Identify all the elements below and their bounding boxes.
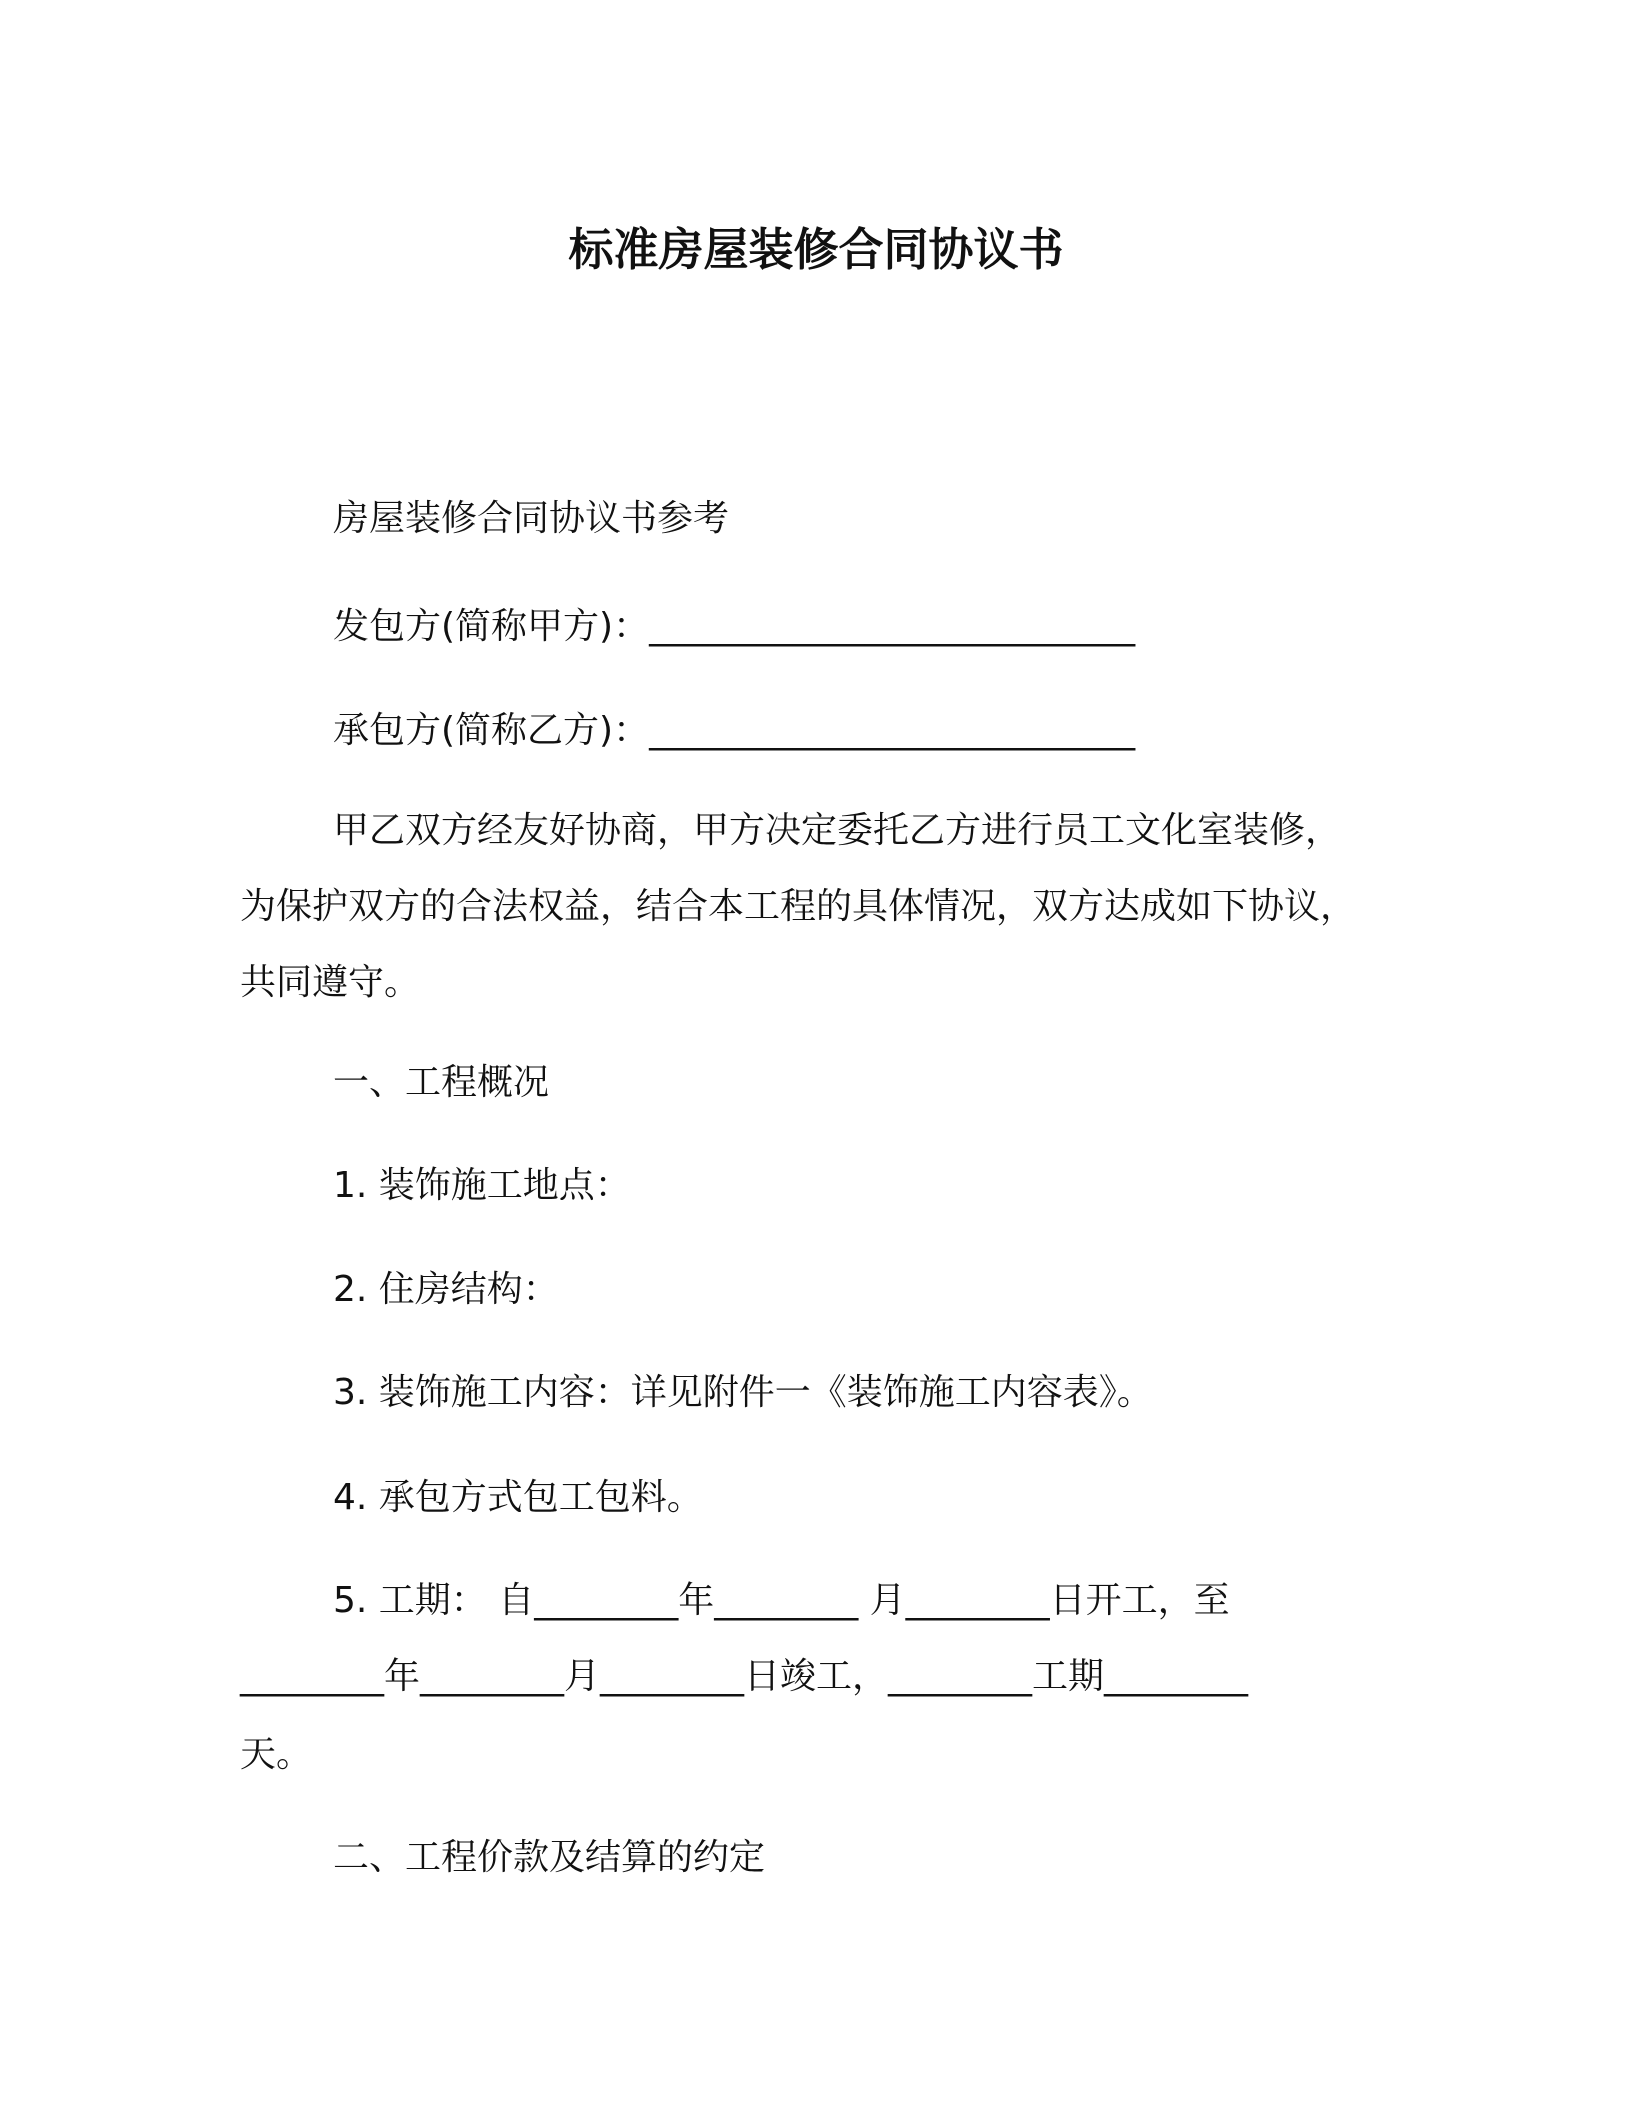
period-line-2: ________年________月________日竣工，________工期________ — [240, 1656, 1249, 1697]
document-subtitle: 房屋装修合同协议书参考 — [333, 498, 730, 539]
section-heading-1: 一、工程概况 — [333, 1062, 550, 1103]
intro-line-3: 共同遵守。 — [240, 962, 421, 1003]
item-1: 1. 装饰施工地点： — [333, 1165, 631, 1206]
intro-line-1: 甲乙双方经友好协商，甲方决定委托乙方进行员工文化室装修， — [333, 810, 1342, 851]
item-3: 3. 装饰施工内容：详见附件一《装饰施工内容表》。 — [333, 1372, 1153, 1413]
period-line-1: 5. 工期： 自________年________ 月________日开工，至 — [333, 1580, 1230, 1621]
document-title: 标准房屋装修合同协议书 — [568, 223, 1064, 276]
period-line-3: 天。 — [240, 1734, 313, 1775]
section-heading-2: 二、工程价款及结算的约定 — [333, 1837, 766, 1878]
party-a-line: 发包方(简称甲方)：___________________________ — [333, 606, 1136, 647]
intro-line-2: 为保护双方的合法权益，结合本工程的具体情况，双方达成如下协议， — [240, 886, 1357, 927]
item-4: 4. 承包方式包工包料。 — [333, 1477, 703, 1518]
item-2: 2. 住房结构： — [333, 1269, 559, 1310]
party-b-line: 承包方(简称乙方)：___________________________ — [333, 710, 1136, 751]
